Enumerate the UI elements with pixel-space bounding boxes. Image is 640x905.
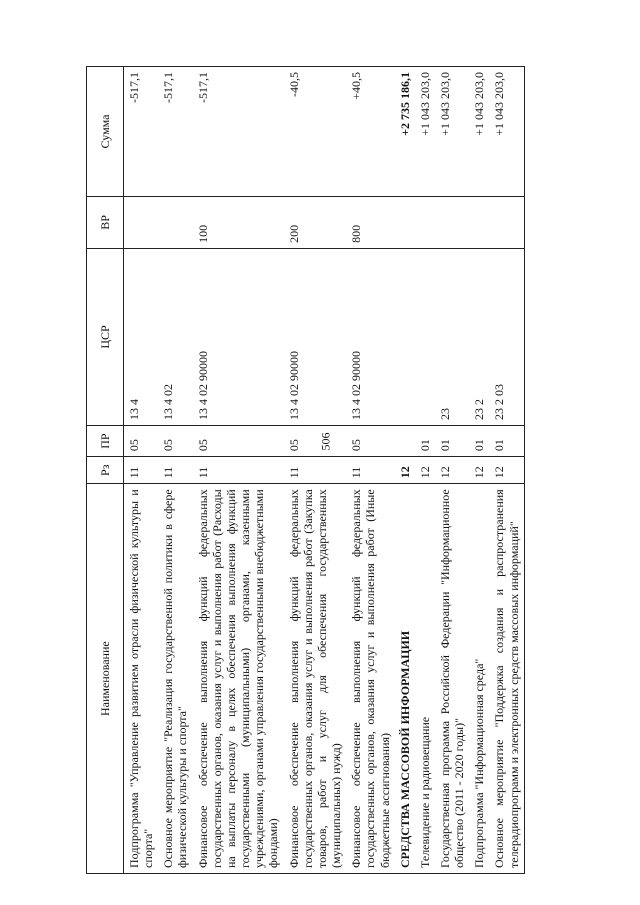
row-csr: 23 2 03 <box>489 248 524 425</box>
row-rz: 11 <box>284 457 347 484</box>
header-csr: ЦСР <box>87 248 124 425</box>
row-vr <box>124 196 159 248</box>
row-pr <box>395 426 415 457</box>
row-rz: 12 <box>435 457 469 484</box>
header-vr: ВР <box>87 196 124 248</box>
row-name: Финансовое обеспечение выполнения функций федеральных государственных органов, оказания услуг и выполнения работ (Иные бюджетные ассигнования) <box>346 484 394 874</box>
row-vr <box>158 196 192 248</box>
row-vr <box>435 196 469 248</box>
row-csr <box>395 248 415 425</box>
row-sum: +40,5 <box>346 67 394 197</box>
row-rz: 11 <box>124 457 159 484</box>
row-vr <box>395 196 415 248</box>
row-rz: 12 <box>489 457 524 484</box>
row-name: Основное мероприятие "Реализация государственной политики в сфере физической культуры и спорта" <box>158 484 192 874</box>
budget-table-container <box>86 66 624 874</box>
row-rz: 12 <box>395 457 415 484</box>
row-csr: 23 <box>435 248 469 425</box>
row-sum: +1 043 203,0 <box>489 67 524 197</box>
row-name: Телевидение и радиовещание <box>415 484 435 874</box>
row-vr: 800 <box>346 196 394 248</box>
row-sum: -517,1 <box>124 67 159 197</box>
row-csr <box>415 248 435 425</box>
table-row <box>346 67 394 874</box>
row-name: Финансовое обеспечение выполнения функций федеральных государственных органов, оказания услуг и выполнения работ (Закупка товаров, работ и услуг для обеспечения государственных (муниципальных) нужд) <box>284 484 347 874</box>
row-csr: 23 2 <box>469 248 489 425</box>
table-row <box>193 67 284 874</box>
row-name: Подпрограмма "Информационная среда" <box>469 484 489 874</box>
table-row <box>158 67 192 874</box>
table-row <box>415 67 435 874</box>
header-name: Наименование <box>87 484 124 874</box>
row-name: Государственная программа Российской Федерации "Информационное общество (2011 - 2020 годы)" <box>435 484 469 874</box>
header-pr: ПР <box>87 426 124 457</box>
row-rz: 11 <box>158 457 192 484</box>
table-row <box>435 67 469 874</box>
row-rz: 12 <box>415 457 435 484</box>
row-csr: 13 4 02 90000 <box>284 248 347 425</box>
row-vr <box>469 196 489 248</box>
row-csr: 13 4 <box>124 248 159 425</box>
table-row <box>124 67 159 874</box>
row-csr: 13 4 02 90000 <box>346 248 394 425</box>
row-csr: 13 4 02 <box>158 248 192 425</box>
row-pr: 05 <box>124 426 159 457</box>
row-pr: 05 <box>158 426 192 457</box>
row-csr: 13 4 02 90000 <box>193 248 284 425</box>
header-sum: Сумма <box>87 67 124 197</box>
table-header-row <box>87 67 124 874</box>
table-row-section <box>395 67 415 874</box>
budget-table <box>86 66 525 874</box>
row-pr: 05 <box>346 426 394 457</box>
table-row <box>489 67 524 874</box>
row-pr: 05 <box>284 426 347 457</box>
row-sum: +1 043 203,0 <box>435 67 469 197</box>
page-number: 506 <box>318 432 333 451</box>
row-sum: +1 043 203,0 <box>415 67 435 197</box>
row-rz: 12 <box>469 457 489 484</box>
row-pr: 01 <box>415 426 435 457</box>
row-pr: 01 <box>435 426 469 457</box>
row-vr: 100 <box>193 196 284 248</box>
row-sum: +2 735 186,1 <box>395 67 415 197</box>
table-row <box>469 67 489 874</box>
row-vr <box>489 196 524 248</box>
row-rz: 11 <box>346 457 394 484</box>
row-sum: -40,5 <box>284 67 347 197</box>
row-sum: -517,1 <box>158 67 192 197</box>
row-name: Финансовое обеспечение выполнения функций федеральных государственных органов, оказания услуг и выполнения работ (Расходы на выплаты персоналу в целях обеспечения выполнения функций государственными (муниципальными) органами, казенными учреждениями, органами управления государственными внебюджетными фондами) <box>193 484 284 874</box>
row-name: СРЕДСТВА МАССОВОЙ ИНФОРМАЦИИ <box>395 484 415 874</box>
row-rz: 11 <box>193 457 284 484</box>
row-pr: 01 <box>469 426 489 457</box>
row-vr <box>415 196 435 248</box>
row-pr: 05 <box>193 426 284 457</box>
table-row <box>284 67 347 874</box>
row-pr: 01 <box>489 426 524 457</box>
row-name: Подпрограмма "Управление развитием отрасли физической культуры и спорта" <box>124 484 159 874</box>
row-sum: -517,1 <box>193 67 284 197</box>
row-name: Основное мероприятие "Поддержка создания и распространения телерадиопрограмм и электронных средств массовых информаций" <box>489 484 524 874</box>
row-sum: +1 043 203,0 <box>469 67 489 197</box>
row-vr: 200 <box>284 196 347 248</box>
header-rz: Рз <box>87 457 124 484</box>
